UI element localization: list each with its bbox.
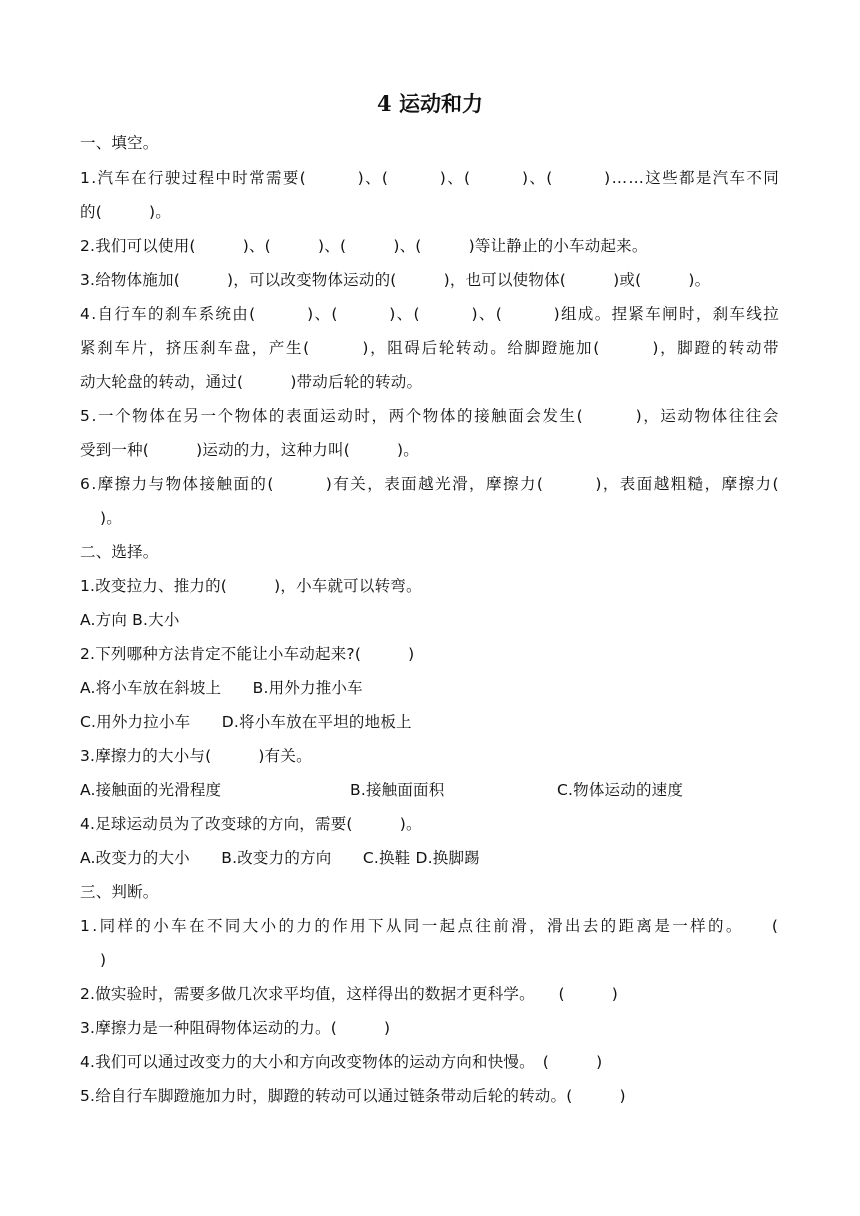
answer-option-c: C.物体运动的速度 bbox=[557, 781, 684, 799]
question-line: 4.自行车的刹车系统由( )、( )、( )、( )组成。捏紧车闸时，刹车线拉 bbox=[80, 305, 781, 323]
question-line: ) bbox=[100, 951, 107, 969]
answer-options: A.改变力的大小 B.改变力的方向 C.换鞋 D.换脚踢 bbox=[80, 849, 480, 867]
question-line: 3.给物体施加( )，可以改变物体运动的( )，也可以使物体( )或( )。 bbox=[80, 271, 711, 289]
answer-option-a: A.接触面的光滑程度 bbox=[80, 781, 222, 799]
page-title: 4 运动和力 bbox=[377, 91, 483, 116]
question-line: 6.摩擦力与物体接触面的( )有关，表面越光滑，摩擦力( )，表面越粗糙，摩擦力( bbox=[80, 475, 781, 493]
question-line: 4.我们可以通过改变力的大小和方向改变物体的运动方向和快慢。 ( ) bbox=[80, 1053, 603, 1071]
answer-options: A.方向 B.大小 bbox=[80, 611, 180, 629]
question-line: 5.一个物体在另一个物体的表面运动时，两个物体的接触面会发生( )，运动物体往往会 bbox=[80, 407, 780, 425]
question-line: )。 bbox=[100, 509, 122, 527]
question-line: 4.足球运动员为了改变球的方向，需要( )。 bbox=[80, 815, 422, 833]
section-heading-judge: 三、判断。 bbox=[80, 883, 159, 901]
question-line: 1.改变拉力、推力的( )，小车就可以转弯。 bbox=[80, 577, 422, 595]
section-heading-fill-blank: 一、填空。 bbox=[80, 134, 159, 152]
question-line: 受到一种( )运动的力，这种力叫( )。 bbox=[80, 441, 419, 459]
question-line: 3.摩擦力是一种阻碍物体运动的力。( ) bbox=[80, 1019, 391, 1037]
answer-options: A.将小车放在斜坡上 B.用外力推小车 bbox=[80, 679, 363, 697]
question-line: 5.给自行车脚蹬施加力时，脚蹬的转动可以通过链条带动后轮的转动。( ) bbox=[80, 1087, 626, 1105]
question-line: 3.摩擦力的大小与( )有关。 bbox=[80, 747, 312, 765]
question-line: 2.我们可以使用( )、( )、( )、( )等让静止的小车动起来。 bbox=[80, 237, 648, 255]
question-line: 2.下列哪种方法肯定不能让小车动起来?( ) bbox=[80, 645, 415, 663]
answer-option-b: B.接触面面积 bbox=[350, 781, 445, 799]
question-line: 动大轮盘的转动，通过( )带动后轮的转动。 bbox=[80, 373, 423, 391]
question-line: 1.同样的小车在不同大小的力的作用下从同一起点往前滑，滑出去的距离是一样的。 ( bbox=[80, 917, 781, 935]
answer-options: C.用外力拉小车 D.将小车放在平坦的地板上 bbox=[80, 713, 412, 731]
question-line: 紧刹车片，挤压刹车盘，产生( )，阻碍后轮转动。给脚蹬施加( )，脚蹬的转动带 bbox=[80, 339, 781, 357]
question-line: 1.汽车在行驶过程中时常需要( )、( )、( )、( )……这些都是汽车不同 bbox=[80, 169, 781, 187]
section-heading-choice: 二、选择。 bbox=[80, 543, 159, 561]
question-line: 2.做实验时，需要多做几次求平均值，这样得出的数据才更科学。 ( ) bbox=[80, 985, 619, 1003]
question-line: 的( )。 bbox=[80, 203, 171, 221]
